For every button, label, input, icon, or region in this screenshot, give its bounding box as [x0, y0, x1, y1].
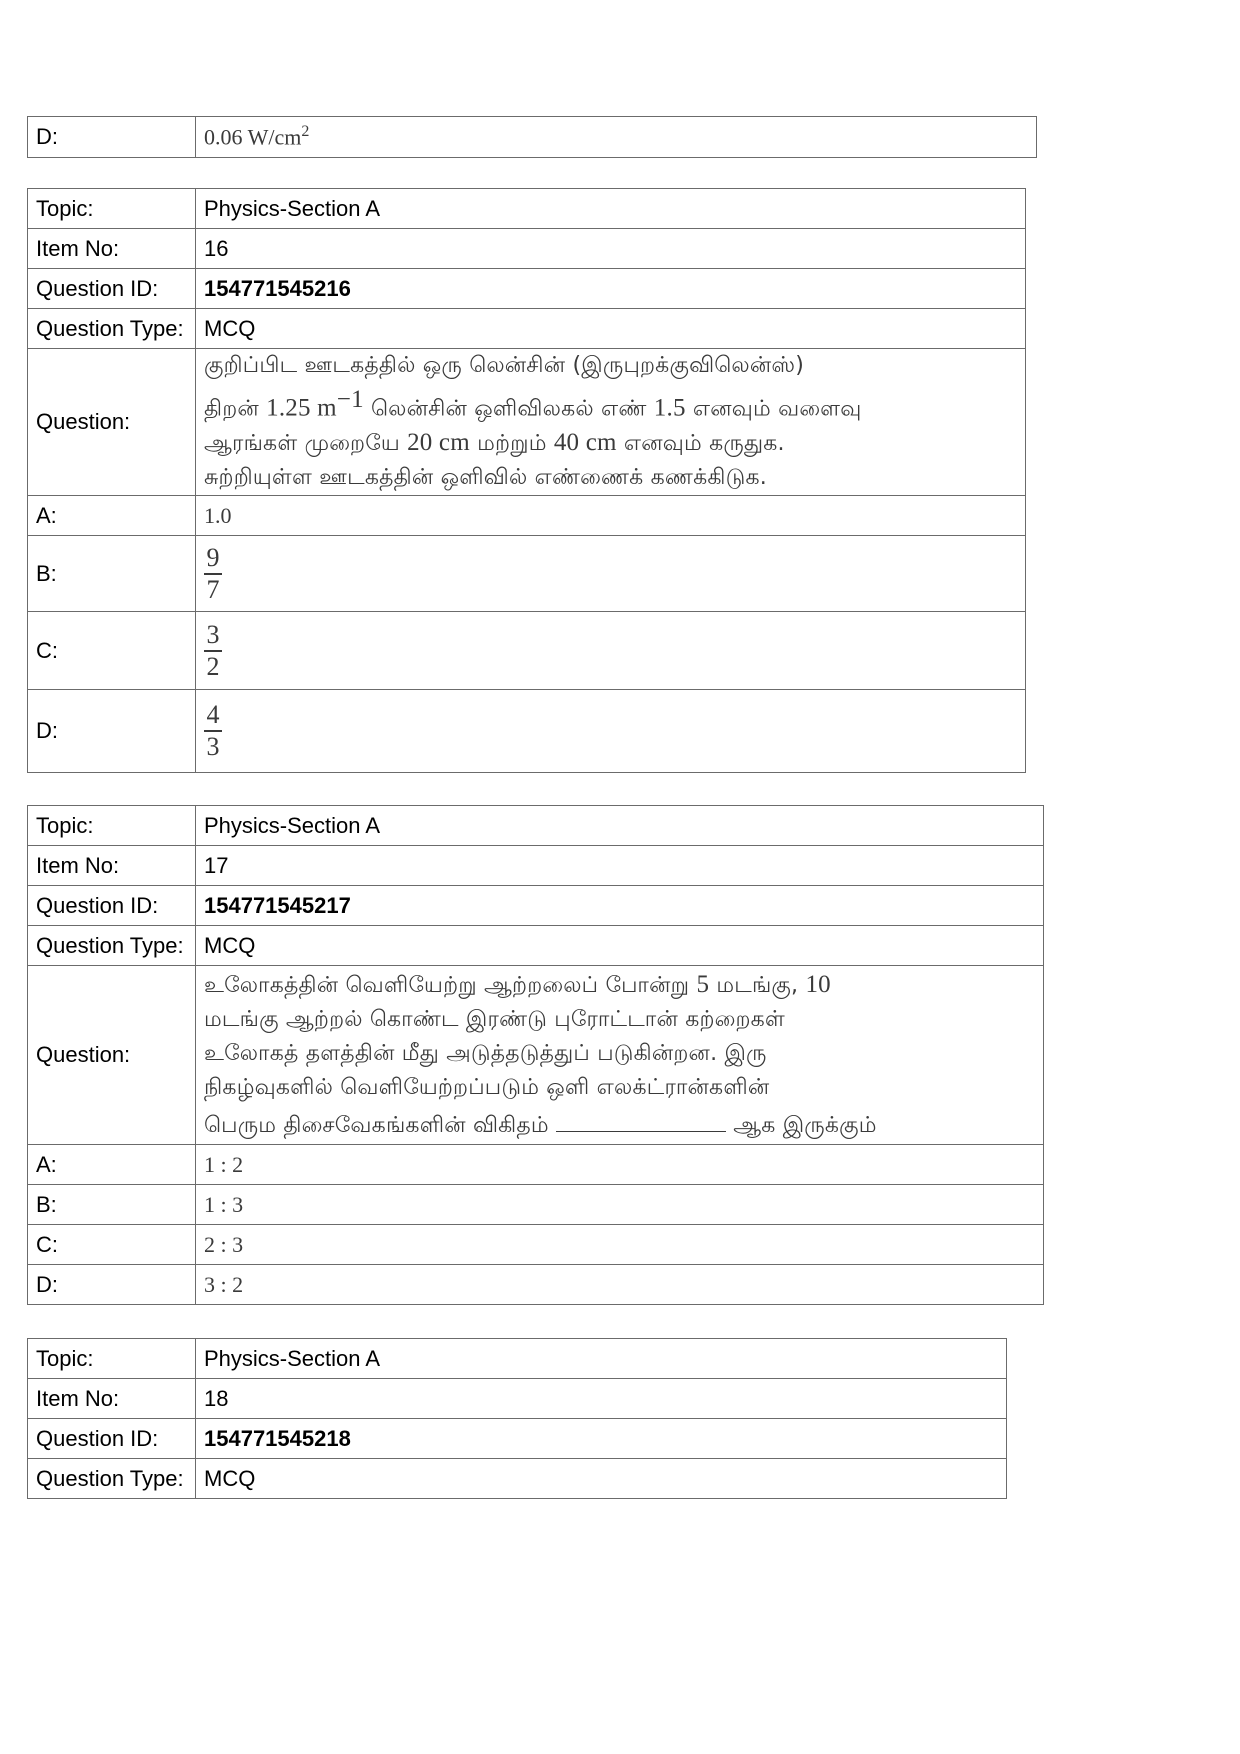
question-type-label: Question Type: [28, 309, 196, 349]
fraction: $\frac{9}{7}$ [204, 543, 222, 605]
option-d-row [28, 117, 1037, 158]
fraction: $\frac{3}{2}$ [204, 620, 222, 682]
option-a-row [28, 1145, 1044, 1185]
question-type-label: Question Type: [28, 1459, 196, 1499]
question-type-row [28, 926, 1044, 966]
question-type-label: Question Type: [28, 926, 196, 966]
question-line: குறிப்பிட ஊடகத்தில் ஒரு லென்சின் (இருபுறக்குவிலென்ஸ்) [204, 353, 805, 378]
question-row [28, 349, 1026, 496]
option-b-row [28, 1185, 1044, 1225]
option-d-value: 3 : 2 [196, 1265, 1044, 1305]
question-line: உலோகத் தளத்தின் மீது அடுத்தடுத்துப் படுகின்றன. இரு [204, 1040, 767, 1066]
option-a-label: A: [28, 1145, 196, 1185]
option-a-row [28, 496, 1026, 536]
question-row [28, 966, 1044, 1145]
question-text [196, 966, 1044, 1145]
option-a-label: A: [28, 496, 196, 536]
option-c-row [28, 1225, 1044, 1265]
question-line: மடங்கு ஆற்றல் கொண்ட இரண்டு புரோட்டான் கற்றைகள் [204, 1006, 785, 1032]
question-type-row [28, 309, 1026, 349]
question-type-row [28, 1459, 1007, 1499]
question-label: Question: [28, 966, 196, 1145]
topic-label: Topic: [28, 806, 196, 846]
item-no-label: Item No: [28, 229, 196, 269]
question-type-value: MCQ [196, 1459, 1007, 1499]
option-d-label: D: [28, 1265, 196, 1305]
question-line: நிகழ்வுகளில் வெளியேற்றப்படும் ஒளி எலக்ட்ரான்களின் [204, 1074, 770, 1100]
topic-row [28, 1339, 1007, 1379]
question-text [196, 349, 1026, 496]
item-no-row [28, 1379, 1007, 1419]
question-18-table [27, 1338, 1007, 1499]
question-type-value: MCQ [196, 926, 1044, 966]
item-no-row [28, 846, 1044, 886]
topic-row [28, 806, 1044, 846]
question-id-row [28, 886, 1044, 926]
topic-value: Physics-Section A [196, 1339, 1007, 1379]
option-b-value: 1 : 3 [196, 1185, 1044, 1225]
question-label: Question: [28, 349, 196, 496]
option-a-value: 1.0 [196, 496, 1026, 536]
option-b-value [196, 536, 1026, 612]
fraction: $\frac{4}{3}$ [204, 700, 222, 762]
option-c-label: C: [28, 1225, 196, 1265]
question-id-value: 154771545218 [196, 1419, 1007, 1459]
question-16-table [27, 188, 1026, 773]
option-b-row [28, 536, 1026, 612]
question-id-value: 154771545216 [196, 269, 1026, 309]
option-d-value: 0.06 $W/cm^2$ [196, 117, 1037, 158]
question-line: சுற்றியுள்ள ஊடகத்தின் ஒளிவில் எண்ணைக் கணக்கிடுக. [204, 465, 767, 491]
question-id-label: Question ID: [28, 1419, 196, 1459]
question-id-value: 154771545217 [196, 886, 1044, 926]
topic-row [28, 189, 1026, 229]
question-id-row [28, 269, 1026, 309]
item-no-label: Item No: [28, 846, 196, 886]
question-type-value: MCQ [196, 309, 1026, 349]
question-line: திறன் 1.25 $m^{-1}$ லென்சின் ஒளிவிலகல் எண் 1.5 எனவும் வளைவு [204, 386, 862, 422]
option-c-value: 2 : 3 [196, 1225, 1044, 1265]
item-no-value: 16 [196, 229, 1026, 269]
topic-label: Topic: [28, 189, 196, 229]
item-no-label: Item No: [28, 1379, 196, 1419]
option-d-label: D: [28, 690, 196, 773]
topic-label: Topic: [28, 1339, 196, 1379]
question-17-table [27, 805, 1044, 1305]
question-line: ஆரங்கள் முறையே 20 cm மற்றும் 40 cm எனவும் கருதுக. [204, 429, 785, 457]
option-c-label: C: [28, 612, 196, 690]
topic-value: Physics-Section A [196, 189, 1026, 229]
option-b-label: B: [28, 536, 196, 612]
item-no-value: 18 [196, 1379, 1007, 1419]
option-d-label: D: [28, 117, 196, 158]
question-id-label: Question ID: [28, 269, 196, 309]
prev-item-table [27, 116, 1037, 158]
option-c-row [28, 612, 1026, 690]
option-d-row [28, 1265, 1044, 1305]
option-c-value [196, 612, 1026, 690]
answer-blank [556, 1105, 726, 1132]
topic-value: Physics-Section A [196, 806, 1044, 846]
item-no-row [28, 229, 1026, 269]
question-id-label: Question ID: [28, 886, 196, 926]
option-d-value [196, 690, 1026, 773]
item-no-value: 17 [196, 846, 1044, 886]
option-a-value: 1 : 2 [196, 1145, 1044, 1185]
question-line: பெரும திசைவேகங்களின் விகிதம் ஆக இருக்கும் [204, 1105, 1035, 1143]
question-id-row [28, 1419, 1007, 1459]
option-d-row [28, 690, 1026, 773]
option-b-label: B: [28, 1185, 196, 1225]
question-line: உலோகத்தின் வெளியேற்று ஆற்றலைப் போன்று 5 மடங்கு, 10 [204, 970, 831, 998]
